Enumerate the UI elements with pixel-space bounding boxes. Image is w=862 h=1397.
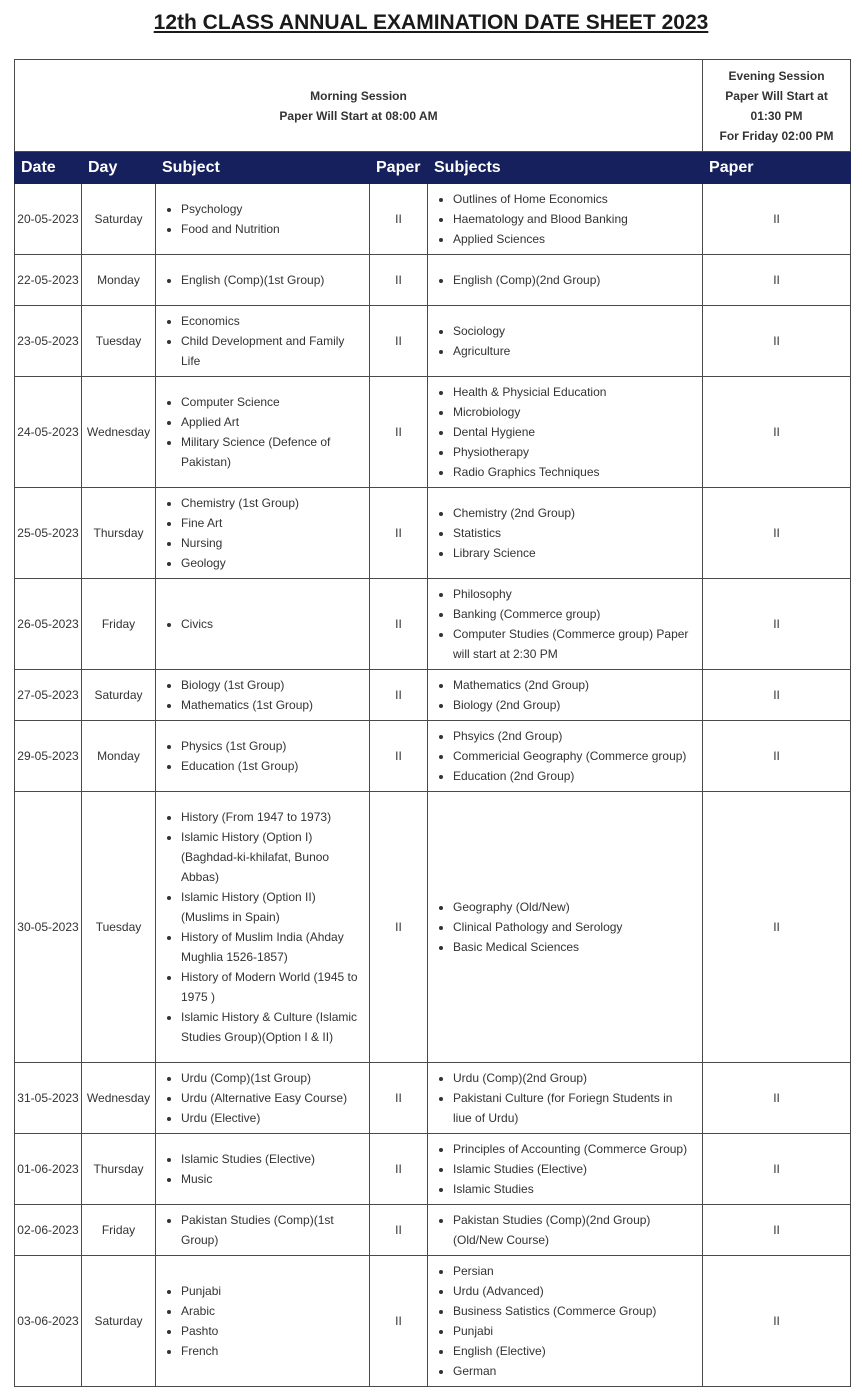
evening-paper-cell: II: [703, 255, 851, 306]
list-item: • Urdu (Elective): [181, 1108, 361, 1128]
day-cell: Saturday: [82, 184, 156, 255]
day-cell: Tuesday: [82, 792, 156, 1063]
table-row: [15, 488, 851, 579]
list-item: • Geology: [181, 553, 361, 573]
list-item: • Urdu (Comp)(1st Group): [181, 1068, 361, 1088]
table-row: [15, 184, 851, 255]
morning-paper-cell: II: [370, 1134, 428, 1205]
list-item: • English (Comp)(1st Group): [181, 270, 361, 290]
morning-subjects-cell: [156, 670, 370, 721]
morning-subject-list: [156, 311, 369, 371]
list-item: • Mathematics (1st Group): [181, 695, 361, 715]
list-item: • Business Satistics (Commerce Group): [453, 1301, 694, 1321]
list-item: • Commericial Geography (Commerce group): [453, 746, 694, 766]
list-item: • History (From 1947 to 1973): [181, 807, 361, 827]
header-subject: Subject: [156, 152, 370, 184]
list-item: • Microbiology: [453, 402, 694, 422]
morning-paper-cell: II: [370, 377, 428, 488]
list-item: • Haematology and Blood Banking: [453, 209, 694, 229]
table-row: [15, 721, 851, 792]
morning-subjects-cell: [156, 488, 370, 579]
page-title: 12th CLASS ANNUAL EXAMINATION DATE SHEET 2023: [153, 11, 709, 34]
list-item: • Phsyics (2nd Group): [453, 726, 694, 746]
list-item: • Military Science (Defence of Pakistan): [181, 432, 361, 472]
morning-subjects-cell: [156, 792, 370, 1063]
table-row: [15, 670, 851, 721]
list-item: • Education (1st Group): [181, 756, 361, 776]
table-row: [15, 792, 851, 1063]
evening-subject-list: [428, 897, 702, 957]
day-cell: Monday: [82, 255, 156, 306]
list-item: • German: [453, 1361, 694, 1381]
morning-paper-cell: II: [370, 792, 428, 1063]
list-item: • Dental Hygiene: [453, 422, 694, 442]
list-item: • Islamic Studies (Elective): [453, 1159, 694, 1179]
evening-subject-list: [428, 1210, 702, 1250]
morning-subject-list: [156, 614, 369, 634]
list-item: • Islamic Studies: [453, 1179, 694, 1199]
table-row: [15, 306, 851, 377]
list-item: • Outlines of Home Economics: [453, 189, 694, 209]
morning-paper-cell: II: [370, 1063, 428, 1134]
list-item: • Statistics: [453, 523, 694, 543]
morning-paper-cell: II: [370, 1205, 428, 1256]
list-item: • Music: [181, 1169, 361, 1189]
morning-paper-cell: II: [370, 306, 428, 377]
day-cell: Thursday: [82, 488, 156, 579]
date-cell: 27-05-2023: [15, 670, 82, 721]
list-item: • Pakistan Studies (Comp)(2nd Group) (Old/New Course): [453, 1210, 694, 1250]
list-item: • Islamic Studies (Elective): [181, 1149, 361, 1169]
morning-subject-list: [156, 675, 369, 715]
list-item: • Radio Graphics Techniques: [453, 462, 694, 482]
date-sheet-table: [14, 59, 851, 1387]
list-item: • Applied Art: [181, 412, 361, 432]
evening-paper-cell: II: [703, 721, 851, 792]
evening-subject-list: [428, 189, 702, 249]
list-item: • Urdu (Alternative Easy Course): [181, 1088, 361, 1108]
evening-session-friday: For Friday 02:00 PM: [719, 128, 834, 143]
day-cell: Tuesday: [82, 306, 156, 377]
morning-subject-list: [156, 270, 369, 290]
evening-subjects-cell: [428, 792, 703, 1063]
evening-subject-list: [428, 584, 702, 664]
date-cell: 02-06-2023: [15, 1205, 82, 1256]
morning-subjects-cell: [156, 377, 370, 488]
list-item: • Punjabi: [181, 1281, 361, 1301]
list-item: • Biology (1st Group): [181, 675, 361, 695]
table-row: [15, 1256, 851, 1387]
evening-paper-cell: II: [703, 1205, 851, 1256]
list-item: • Child Development and Family Life: [181, 331, 361, 371]
morning-subjects-cell: [156, 721, 370, 792]
morning-subjects-cell: [156, 255, 370, 306]
date-cell: 01-06-2023: [15, 1134, 82, 1205]
list-item: • Basic Medical Sciences: [453, 937, 694, 957]
list-item: • Computer Studies (Commerce group) Paper will start at 2:30 PM: [453, 624, 694, 664]
list-item: • Civics: [181, 614, 361, 634]
list-item: • Food and Nutrition: [181, 219, 361, 239]
evening-subject-list: [428, 321, 702, 361]
evening-paper-cell: II: [703, 670, 851, 721]
list-item: • English (Comp)(2nd Group): [453, 270, 694, 290]
day-cell: Wednesday: [82, 1063, 156, 1134]
evening-subjects-cell: [428, 670, 703, 721]
header-paper-evening: Paper: [703, 152, 851, 184]
morning-session-time: Paper Will Start at 08:00 AM: [279, 108, 438, 123]
header-day: Day: [82, 152, 156, 184]
evening-subjects-cell: [428, 184, 703, 255]
morning-subject-list: [156, 736, 369, 776]
evening-paper-cell: II: [703, 184, 851, 255]
day-cell: Friday: [82, 579, 156, 670]
evening-subject-list: [428, 382, 702, 482]
evening-paper-cell: II: [703, 377, 851, 488]
morning-subject-list: [156, 392, 369, 472]
list-item: • Sociology: [453, 321, 694, 341]
evening-subjects-cell: [428, 1063, 703, 1134]
evening-subjects-cell: [428, 1205, 703, 1256]
list-item: • Education (2nd Group): [453, 766, 694, 786]
evening-subject-list: [428, 270, 702, 290]
evening-paper-cell: II: [703, 306, 851, 377]
date-cell: 24-05-2023: [15, 377, 82, 488]
list-item: • Urdu (Comp)(2nd Group): [453, 1068, 694, 1088]
list-item: • Chemistry (1st Group): [181, 493, 361, 513]
evening-subject-list: [428, 1068, 702, 1128]
day-cell: Saturday: [82, 670, 156, 721]
date-cell: 23-05-2023: [15, 306, 82, 377]
list-item: • Agriculture: [453, 341, 694, 361]
day-cell: Thursday: [82, 1134, 156, 1205]
evening-paper-cell: II: [703, 488, 851, 579]
table-row: [15, 1063, 851, 1134]
morning-subjects-cell: [156, 1256, 370, 1387]
morning-subjects-cell: [156, 1063, 370, 1134]
list-item: • Banking (Commerce group): [453, 604, 694, 624]
morning-paper-cell: II: [370, 670, 428, 721]
table-row: [15, 1134, 851, 1205]
list-item: • Nursing: [181, 533, 361, 553]
list-item: • Applied Sciences: [453, 229, 694, 249]
table-row: [15, 377, 851, 488]
list-item: • Philosophy: [453, 584, 694, 604]
list-item: • Principles of Accounting (Commerce Group): [453, 1139, 694, 1159]
evening-session-cell: [703, 60, 851, 152]
morning-subject-list: [156, 493, 369, 573]
morning-subject-list: [156, 1149, 369, 1189]
date-cell: 29-05-2023: [15, 721, 82, 792]
evening-paper-cell: II: [703, 792, 851, 1063]
date-cell: 22-05-2023: [15, 255, 82, 306]
morning-subjects-cell: [156, 1205, 370, 1256]
evening-subjects-cell: [428, 579, 703, 670]
evening-subject-list: [428, 675, 702, 715]
evening-subject-list: [428, 503, 702, 563]
list-item: • Arabic: [181, 1301, 361, 1321]
evening-subject-list: [428, 1139, 702, 1199]
morning-subjects-cell: [156, 306, 370, 377]
day-cell: Saturday: [82, 1256, 156, 1387]
morning-paper-cell: II: [370, 579, 428, 670]
list-item: • Pashto: [181, 1321, 361, 1341]
evening-subjects-cell: [428, 721, 703, 792]
morning-subject-list: [156, 1281, 369, 1361]
date-cell: 26-05-2023: [15, 579, 82, 670]
session-row: [15, 60, 851, 152]
header-paper: Paper: [370, 152, 428, 184]
date-cell: 25-05-2023: [15, 488, 82, 579]
list-item: • Persian: [453, 1261, 694, 1281]
table-row: [15, 1205, 851, 1256]
morning-paper-cell: II: [370, 1256, 428, 1387]
morning-subjects-cell: [156, 579, 370, 670]
list-item: • Physics (1st Group): [181, 736, 361, 756]
morning-subjects-cell: [156, 184, 370, 255]
morning-subject-list: [156, 1210, 369, 1250]
evening-session-label: Evening Session: [728, 68, 825, 83]
morning-subject-list: [156, 807, 369, 1047]
list-item: • Islamic History & Culture (Islamic Studies Group)(Option I & II): [181, 1007, 361, 1047]
day-cell: Friday: [82, 1205, 156, 1256]
list-item: • French: [181, 1341, 361, 1361]
table-body: [15, 184, 851, 1387]
list-item: • Islamic History (Option I) (Baghdad-ki-khilafat, Bunoo Abbas): [181, 827, 361, 887]
evening-paper-cell: II: [703, 1063, 851, 1134]
table-row: [15, 579, 851, 670]
evening-paper-cell: II: [703, 579, 851, 670]
morning-paper-cell: II: [370, 721, 428, 792]
list-item: • History of Muslim India (Ahday Mughlia 1526-1857): [181, 927, 361, 967]
date-cell: 30-05-2023: [15, 792, 82, 1063]
list-item: • Health & Physicial Education: [453, 382, 694, 402]
morning-subjects-cell: [156, 1134, 370, 1205]
header-row: [15, 152, 851, 184]
morning-session-cell: [15, 60, 703, 152]
morning-subject-list: [156, 199, 369, 239]
list-item: • Library Science: [453, 543, 694, 563]
evening-session-start: Paper Will Start at: [725, 88, 828, 103]
list-item: • Psychology: [181, 199, 361, 219]
morning-session-label: Morning Session: [310, 88, 407, 103]
date-cell: 03-06-2023: [15, 1256, 82, 1387]
header-subjects: Subjects: [428, 152, 703, 184]
table-row: [15, 255, 851, 306]
header-date: Date: [15, 152, 82, 184]
date-cell: 20-05-2023: [15, 184, 82, 255]
list-item: • Biology (2nd Group): [453, 695, 694, 715]
evening-session-time: 01:30 PM: [750, 108, 803, 123]
morning-paper-cell: II: [370, 488, 428, 579]
list-item: • Islamic History (Option II) (Muslims in Spain): [181, 887, 361, 927]
list-item: • English (Elective): [453, 1341, 694, 1361]
evening-paper-cell: II: [703, 1256, 851, 1387]
list-item: • Physiotherapy: [453, 442, 694, 462]
list-item: • Clinical Pathology and Serology: [453, 917, 694, 937]
evening-subject-list: [428, 726, 702, 786]
list-item: • Punjabi: [453, 1321, 694, 1341]
list-item: • Fine Art: [181, 513, 361, 533]
evening-subjects-cell: [428, 1134, 703, 1205]
day-cell: Wednesday: [82, 377, 156, 488]
evening-subjects-cell: [428, 255, 703, 306]
morning-paper-cell: II: [370, 184, 428, 255]
list-item: • History of Modern World (1945 to 1975 ): [181, 967, 361, 1007]
evening-paper-cell: II: [703, 1134, 851, 1205]
day-cell: Monday: [82, 721, 156, 792]
date-cell: 31-05-2023: [15, 1063, 82, 1134]
evening-subjects-cell: [428, 306, 703, 377]
evening-subjects-cell: [428, 488, 703, 579]
morning-paper-cell: II: [370, 255, 428, 306]
evening-subjects-cell: [428, 377, 703, 488]
list-item: • Mathematics (2nd Group): [453, 675, 694, 695]
list-item: • Geography (Old/New): [453, 897, 694, 917]
list-item: • Computer Science: [181, 392, 361, 412]
list-item: • Chemistry (2nd Group): [453, 503, 694, 523]
morning-subject-list: [156, 1068, 369, 1128]
list-item: • Pakistan Studies (Comp)(1st Group): [181, 1210, 361, 1250]
evening-subjects-cell: [428, 1256, 703, 1387]
evening-subject-list: [428, 1261, 702, 1381]
list-item: • Economics: [181, 311, 361, 331]
list-item: • Pakistani Culture (for Foriegn Students in liue of Urdu): [453, 1088, 694, 1128]
list-item: • Urdu (Advanced): [453, 1281, 694, 1301]
